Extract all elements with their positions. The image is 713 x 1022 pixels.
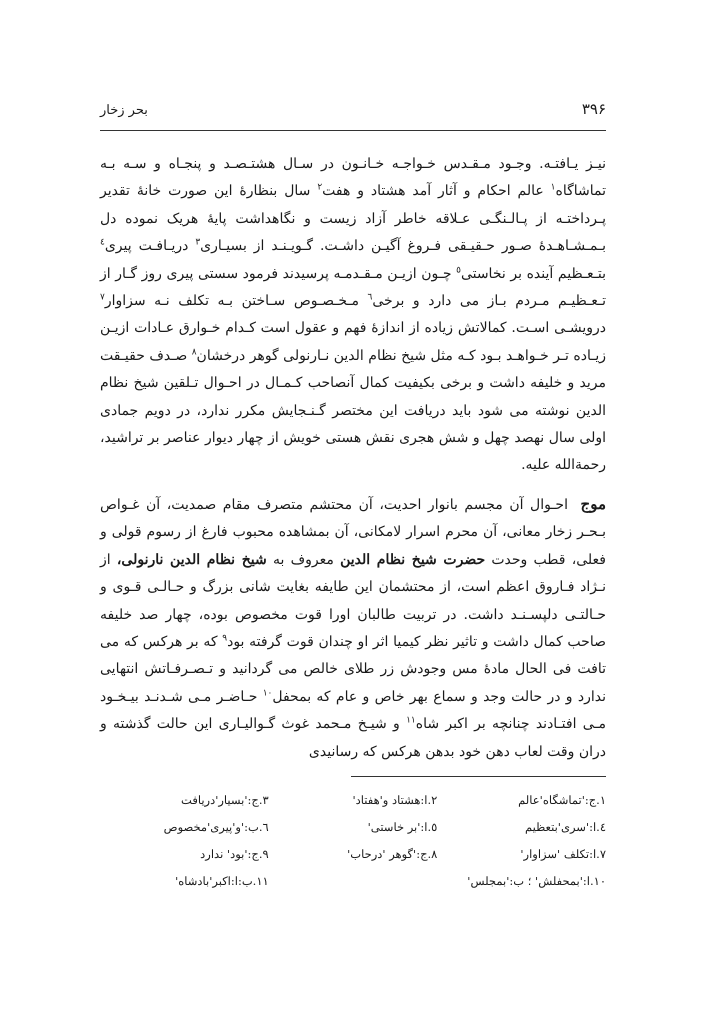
footnote-marker-6: ٦	[367, 292, 373, 303]
footnote-11: ۱۱.ب:ا:اکبر'بادشاه'	[175, 873, 269, 888]
text-run: چـون ازیـن مـقـدمـه پرسیدند فرمود سستی پیری روز گـار از تـعـظیـم مـردم بـاز می دارد و برخی	[100, 265, 607, 310]
footnote-9: ۹.ج:'بود' ندارد	[200, 846, 269, 861]
text-run: و شیـخ مـحمد غوث گـوالیـاری این حالت گذشته و دران وقت لعاب دهن خود بدهن هرکس که رسانیدی	[100, 716, 606, 760]
book-page	[100, 100, 606, 890]
running-head-title: بحر زخار	[100, 103, 148, 118]
footnote-2: ۲.ا:هشتاد و'هفتاد'	[352, 792, 438, 807]
text-run: بتـعـظیم آینده بر نخاستی	[460, 265, 607, 282]
footnote-marker-3: ۳	[195, 237, 201, 248]
footnote-marker-11: ۱۱	[406, 715, 416, 726]
footnote-10: ۱۰.ا:'بمحفلش' ؛ ب:'بمجلس'	[467, 873, 606, 888]
page-number: ۳۹۶	[581, 100, 606, 118]
footnote-6: ٦.ب:'و'پیری'مخصوص	[163, 819, 269, 834]
footnote-marker-4: ٤	[100, 237, 105, 248]
text-run: حـاضـر مـی شـدنـد بیـخـود مـی افتـادند چنانچه بر اکبر شاه	[100, 688, 606, 733]
footnote-marker-1: ۱	[550, 182, 556, 193]
footnote-marker-10: ۱۰	[262, 688, 273, 699]
paragraph-2	[100, 491, 606, 766]
text-run: درویشـی اسـت. کمالاتش زیاده از اندازۀ فهم و عقول است کـدام خـوارق عـادات ازیـن زیـاده تـر خـواهـد بـود کـه مثل شیخ نظام الدین نـارنولی گوهر درخشان	[100, 320, 606, 364]
bold-name: شیخ نظام الدین نارنولی،	[116, 551, 267, 568]
footnote-marker-2: ۲	[317, 182, 323, 193]
text-run: صـدف حقیـقت مرید و خلیفه داشت و برخی بکیفیت کمال آنصاحب کـمـال در احـوال تـلقین شیخ نظام الدین نوشته می شود باید دریافت این مختصر گـنـجایش مکرر ندارد، در دویم جمادی اولی سال نهصد چهل و شش هجری نقش هستی خویش از چهار دیوار عناصر بر تراشید، رحمةالله علیه.	[100, 347, 606, 474]
footnote-3: ۳.ج:'بسیار'دریافت	[181, 792, 269, 807]
footnote-4: ٤.ا:'سری'بتعظیم	[525, 819, 606, 834]
text-run: از نـژاد فـاروق اعظم است، از محتشمان این طایفه بغایت شانی بزرگ و حـالـی قـوی و حـالتـی دلپسـنـد داشت. در تربیت طالبان اورا قوت مخصوص بوده، چهار صد خلیفه صاحب کمال داشت و تاثیر نظر کیمیا اثر او چندان قوت گرفته بود	[100, 551, 606, 650]
bold-name: حضرت شیخ نظام الدین	[340, 551, 486, 568]
text-run: عالم احکام و آثار آمد هشتاد و هفت	[322, 183, 544, 200]
footnote-1: ۱.ج:'تماشگاه'عالم	[518, 792, 606, 807]
footnote-marker-7: ۷	[100, 292, 105, 303]
body-text	[100, 151, 606, 766]
footnote-divider	[351, 776, 606, 777]
footnotes	[100, 791, 606, 890]
text-run: معروف به	[272, 551, 334, 568]
running-head	[100, 100, 606, 131]
footnote-marker-9: ۹	[222, 633, 228, 644]
text-run: که بر هرکس که می تافت فی الحال مادۀ مس وجودش زر طلای خالص می گردانید و تـصـرفـاتش انتهایی ندارد و در حالت وجد و سماع بهر خاص و عام که بمحفل	[100, 633, 606, 705]
text-run: مـخـصـوص سـاختن بـه تکلف نـه سزاوار	[104, 293, 359, 310]
text-run: سال بنظارۀ این صورت خانۀ تقدیر پـرداختـه از پـالـنگـی عـلاقه خاطر آزاد زیست و نگاهداشت پایۀ هریک نموده دل بـمـشـاهـدۀ صـور حـقیـقی فـروغ آگیـن داشـت. گـویـنـد از بسیـاری	[100, 183, 607, 255]
text-run: احـوال آن مجسم بانوار احدیت، آن محتشم متصرف مقام صمدیت، آن غـواص بـحـر زخار معانی، آن محرم اسرار لامکانی، آن بمشاهده محبوب فارغ از رسوم قولی و فعلی، قطب وحدت	[100, 496, 606, 568]
footnote-marker-5: ٥	[456, 264, 461, 275]
footnote-5: ٥.ا:'بر خاستی'	[367, 819, 438, 834]
text-run: نیـز یـافتـه. وجـود مـقـدس خـواجـه خـانـون در سـال هشتـصـد و پنجـاه و سـه بـه تماشاگاه	[100, 156, 607, 200]
footnote-8: ۸.ج:'گوهر 'درحاب'	[347, 846, 438, 861]
text-run: دریـافـت پیری	[104, 238, 189, 255]
section-heading: موج	[580, 494, 607, 513]
footnote-marker-8: ۸	[191, 347, 197, 358]
paragraph-1	[100, 151, 606, 480]
footnote-7: ۷.ا:تکلف 'سزاوار'	[520, 846, 606, 861]
